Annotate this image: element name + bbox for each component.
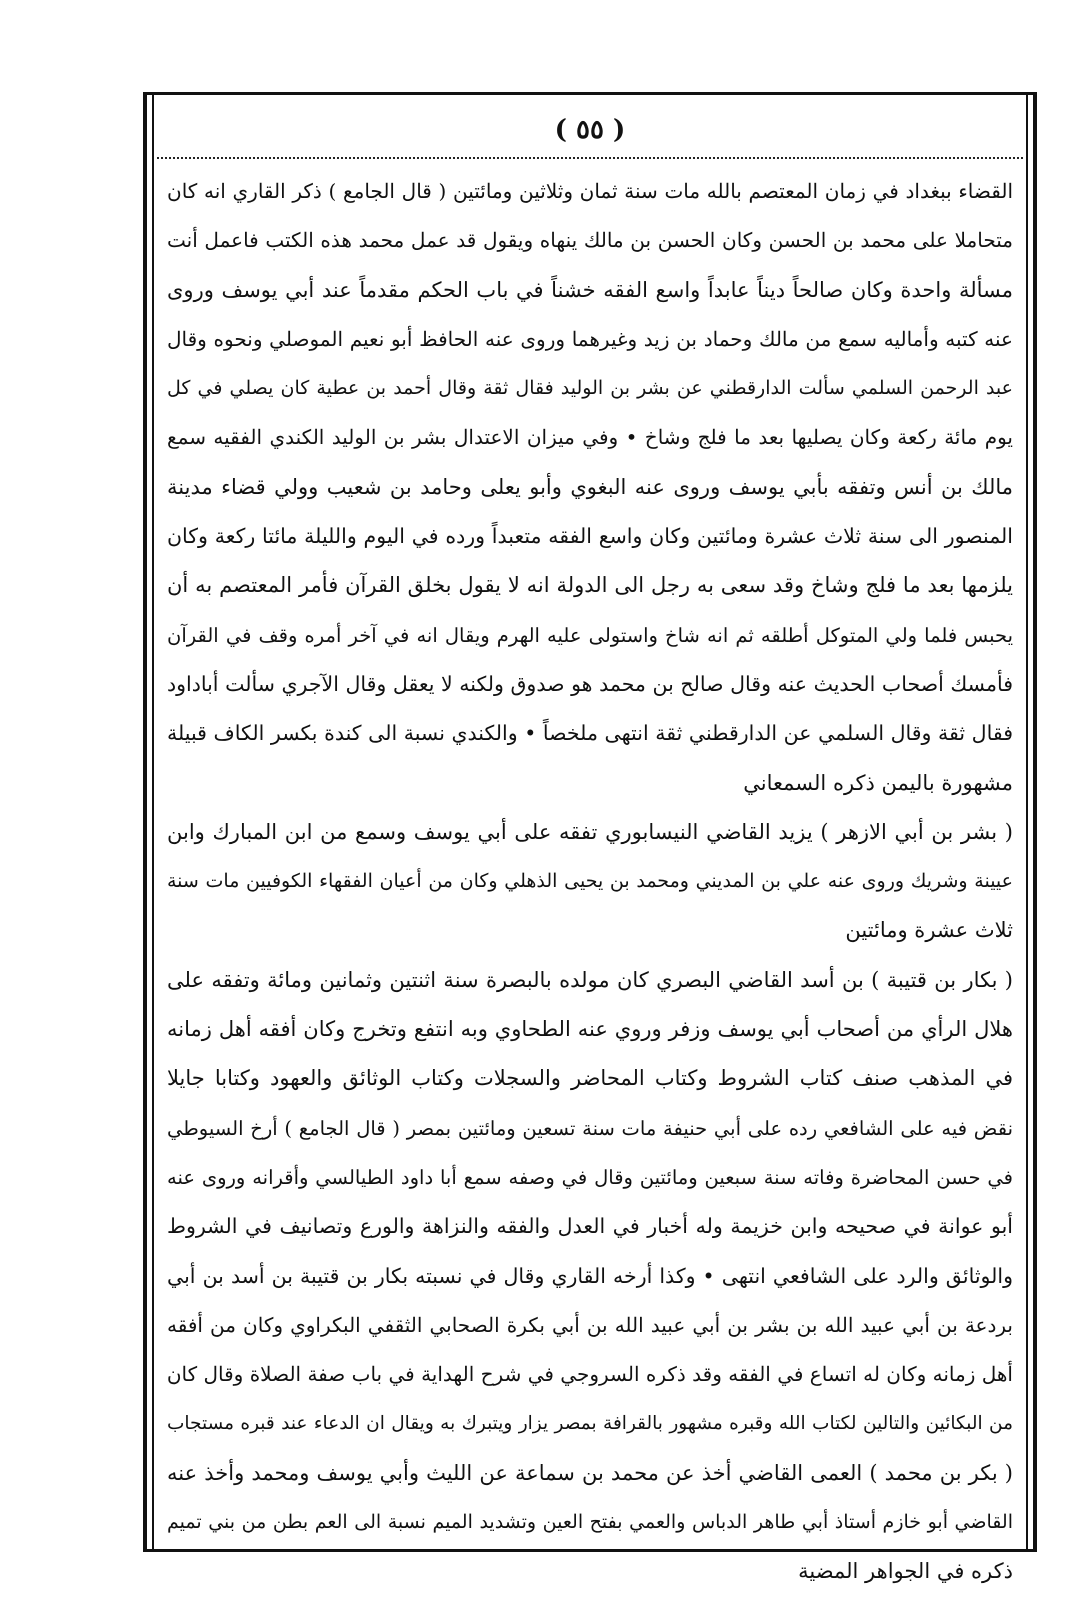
- text-line: هلال الرأي من أصحاب أبي يوسف وزفر وروي عنه الطحاوي وبه انتفع وتخرج وكان أفقه أهل زمانه: [167, 1017, 1013, 1042]
- text-line: فأمسك أصحاب الحديث عنه وقال صالح بن محمد هو صدوق ولكنه لا يعقل وقال الآجري سألت أباداود: [167, 671, 1013, 696]
- page-frame: [143, 92, 1037, 1584]
- margin-rule-left-outer: [143, 95, 147, 1549]
- text-line: ثلاث عشرة ومائتين: [845, 918, 1013, 943]
- text-line: من البكائين والتالين لكتاب الله وقبره مشهور بالقرافة بمصر يزار ويتبرك به ويقال ان الدعاء عند قبره مستجاب: [167, 1413, 1013, 1435]
- text-line: يلزمها بعد ما فلج وشاخ وقد سعى به رجل الى الدولة انه لا يقول بخلق القرآن فأمر المعتصم به أن: [167, 573, 1013, 598]
- text-line: عنه كتبه وأماليه سمع من مالك وحماد بن زيد وغيرهما وروى عنه الحافظ أبو نعيم الموصلي ونحوه وقال: [167, 326, 1013, 351]
- text-line: عيينة وشريك وروى عنه علي بن المديني ومحمد بن يحيى الذهلي وكان من أعيان الفقهاء الكوفيين مات سنة: [167, 870, 1013, 893]
- page-number: ( ٥٥ ): [554, 115, 626, 145]
- text-line: متحاملا على محمد بن الحسن وكان الحسن بن مالك ينهاه ويقول قد عمل محمد هذه الكتب فاعمل أنت: [167, 228, 1013, 253]
- text-line: والوثائق والرد على الشافعي انتهى • وكذا أرخه القاري وقال في نسبته بكار بن قتيبة بن أسد بن أبي: [167, 1263, 1013, 1288]
- text-line: عبد الرحمن السلمي سألت الدارقطني عن بشر بن الوليد فقال ثقة وقال أحمد بن عطية كان يصلي في كل: [167, 377, 1013, 400]
- margin-rule-left-inner: [152, 95, 154, 1549]
- text-line: مشهورة باليمن ذكره السمعاني: [743, 770, 1013, 795]
- text-line: في المذهب صنف كتاب الشروط وكتاب المحاضر والسجلات وكتاب الوثائق والعهود وكتابا جايلا: [167, 1066, 1013, 1091]
- text-line: في حسن المحاضرة وفاته سنة سبعين ومائتين وقال في وصفه سمع أبا داود الطيالسي وأقرانه وروى عنه: [167, 1165, 1013, 1189]
- header-divider: [157, 157, 1023, 159]
- text-line: بردعة بن أبي عبيد الله بن بشر بن أبي عبيد الله بن أبي بكرة الصحابي الثقفي البكراوي وكان من أفقه: [167, 1312, 1013, 1337]
- text-line: مسألة واحدة وكان صالحاً ديناً عابداً واسع الفقه خشناً في باب الحكم مقدماً عند أبي يوسف وروى: [167, 277, 1013, 302]
- text-line: المنصور الى سنة ثلاث عشرة ومائتين وكان واسع الفقه متعبداً ورده في اليوم والليلة مائتا ركعة وكان: [167, 524, 1013, 549]
- text-line: أبو عوانة في صحيحه وابن خزيمة وله أخبار في العدل والفقه والنزاهة والورع وتصانيف في الشروط: [167, 1214, 1013, 1239]
- text-line: القضاء ببغداد في زمان المعتصم بالله مات سنة ثمان وثلاثين ومائتين ( قال الجامع ) ذكر القاري انه كان: [167, 179, 1013, 203]
- text-line: يوم مائة ركعة وكان يصليها بعد ما فلج وشاخ • وفي ميزان الاعتدال بشر بن الوليد الكندي الفقيه سمع: [167, 425, 1013, 450]
- text-line: ( بكار بن قتيبة ) بن أسد القاضي البصري كان مولده بالبصرة سنة اثنتين وثمانين ومائة وتفقه على: [167, 967, 1013, 992]
- text-line: نقض فيه على الشافعي رده على أبي حنيفة مات سنة تسعين ومائتين بمصر ( قال الجامع ) أرخ السيوطي: [167, 1116, 1013, 1140]
- text-line: مالك بن أنس وتفقه بأبي يوسف وروى عنه البغوي وأبو يعلى وحامد بن شعيب وولي قضاء مدينة: [167, 474, 1013, 499]
- text-line: القاضي أبو خازم أستاذ أبي طاهر الدباس والعمي بفتح العين وتشديد الميم نسبة الى العم بطن من بني تميم: [167, 1511, 1013, 1534]
- body-text: [167, 167, 1013, 1597]
- text-line: فقال ثقة وقال السلمي عن الدارقطني ثقة انتهى ملخصاً • والكندي نسبة الى كندة بكسر الكاف قبيلة: [167, 721, 1013, 746]
- margin-rule-right-inner: [1026, 95, 1028, 1549]
- text-line: ( بشر بن أبي الازهر ) يزيد القاضي النيسابوري تفقه على أبي يوسف وسمع من ابن المبارك وابن: [167, 819, 1013, 844]
- text-line: أهل زمانه وكان له اتساع في الفقه وقد ذكره السروجي في شرح الهداية في باب صفة الصلاة وقال كان: [167, 1362, 1013, 1387]
- text-line: ذكره في الجواهر المضية: [798, 1559, 1013, 1584]
- text-line: يحبس فلما ولي المتوكل أطلقه ثم انه شاخ واستولى عليه الهرم ويقال انه في آخر أمره وقف في القرآن: [167, 623, 1013, 647]
- text-line: ( بكر بن محمد ) العمى القاضي أخذ عن محمد بن سماعة عن الليث وأبي يوسف ومحمد وأخذ عنه: [167, 1460, 1013, 1485]
- margin-rule-right-outer: [1033, 95, 1037, 1549]
